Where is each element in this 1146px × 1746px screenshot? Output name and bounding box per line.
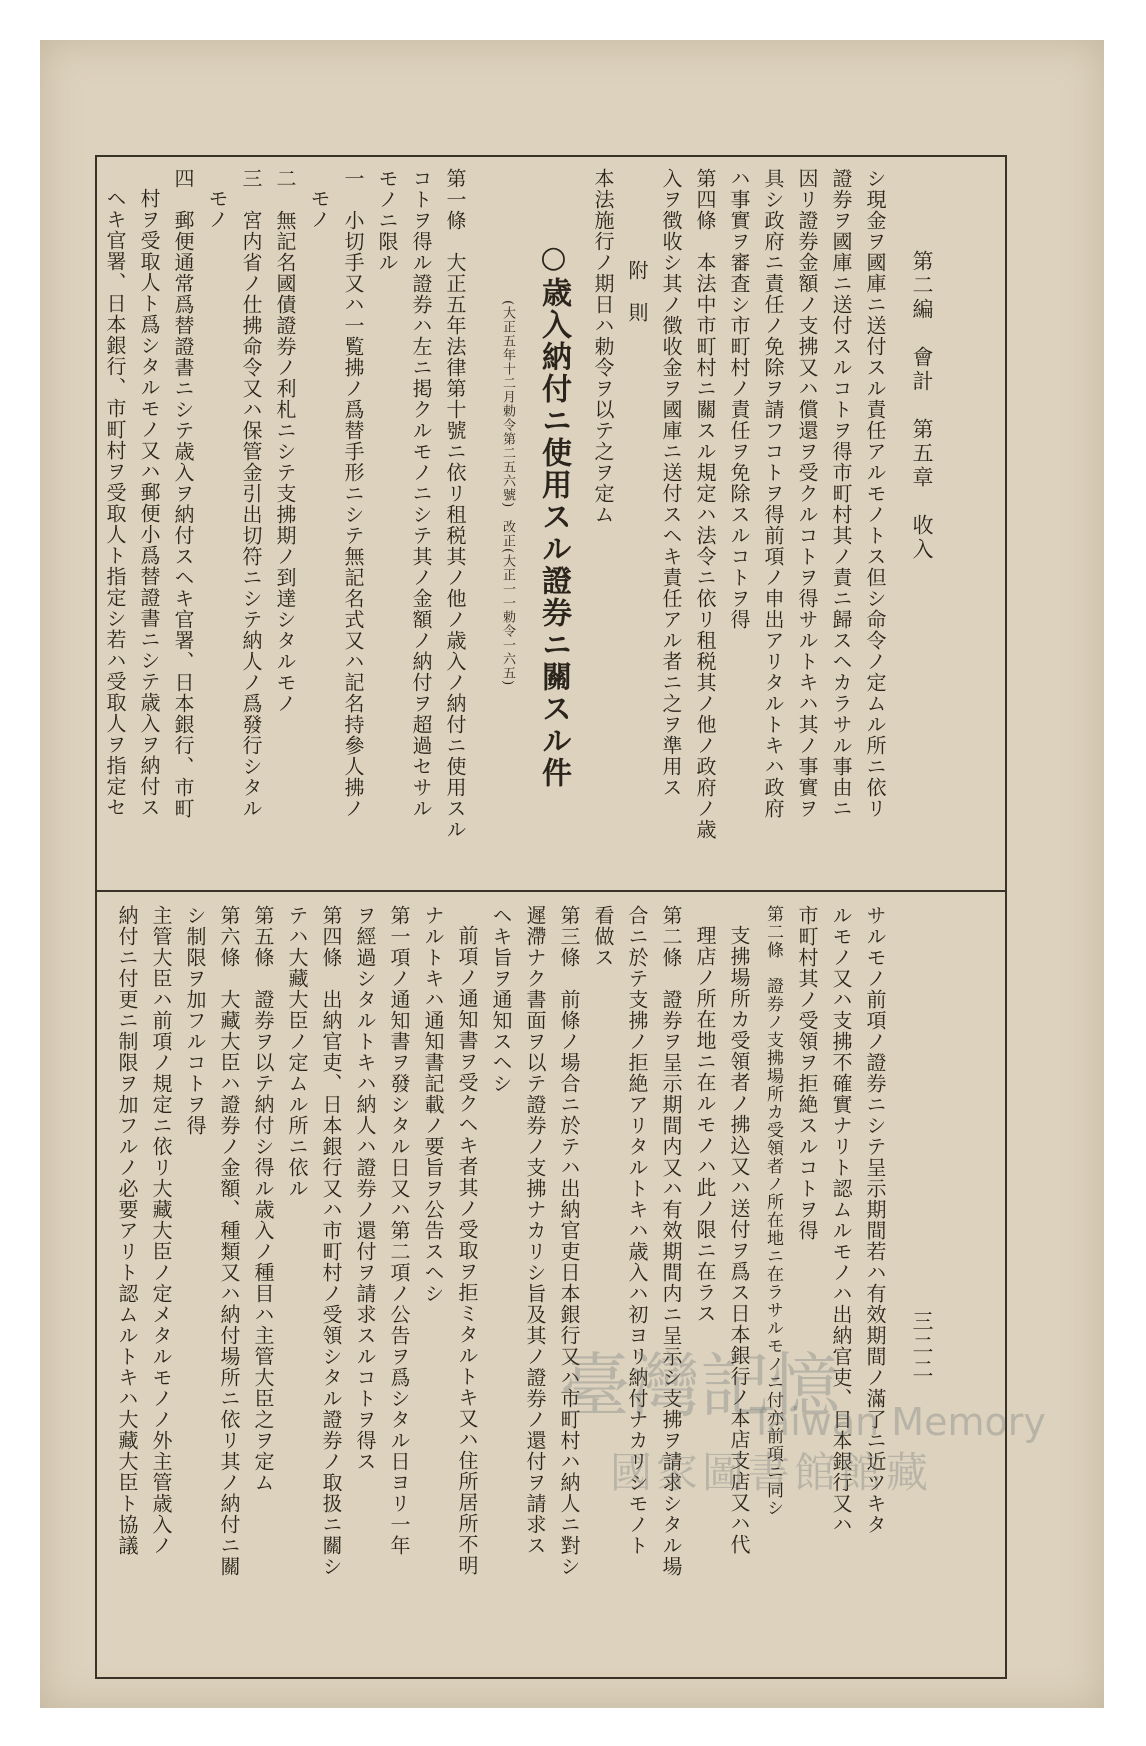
continuation-line: 因リ證券金額ノ支拂又ハ償還ヲ受クルコトヲ得サルトキハ其ノ事實ヲ [795,168,819,819]
ordinance-reference: (大正五年十二月勅令第二五六號) [500,300,515,509]
lower-line: シ制限ヲ加フルコトヲ得 [183,905,207,1136]
lower-line: ナルトキハ通知書記載ノ要旨ヲ公告スヘシ [421,905,445,1304]
lower-line: 前項ノ通知書ヲ受クヘキ者其ノ受取ヲ拒ミタルトキ又ハ住所居所不明 [455,925,479,1576]
lower-line: ルモノ又ハ支拂不確實ナリト認ムルモノハ出納官吏、日本銀行又ハ [829,905,853,1535]
ordinance-article-line: 第一條 大正五年法律第十號ニ依リ租税其ノ他ノ歳入ノ納付ニ使用スル [443,168,467,840]
lower-line: 看做ス [591,905,615,968]
page-number: 三二二 [910,1310,934,1382]
article-4-line: 第四條 本法中市町村ニ關スル規定ハ法令ニ依リ租税其ノ他ノ政府ノ歳 [693,168,717,840]
continuation-line: 證券ヲ國庫ニ送付スルコトヲ得市町村其ノ責ニ歸スヘカラサル事由ニ [829,168,853,819]
lower-line: 第三條 前條ノ場合ニ於テハ出納官吏日本銀行又ハ市町村ハ納人ニ對シ [557,905,581,1577]
ordinance-article-line: 一 小切手又ハ一覧拂ノ爲替手形ニシテ無記名式又ハ記名持參人拂ノ [341,168,365,819]
section-divider [95,890,1005,892]
continuation-line: 具シ政府ニ責任ノ免除ヲ請フコトヲ得前項ノ申出アリタルトキハ政府 [761,168,785,819]
lower-line: テハ大藏大臣ノ定ムル所ニ依ル [285,905,309,1199]
lower-line: 合ニ於テ支拂ノ拒絶アリタルトキハ歳入ハ初ヨリ納付ナカリシモノト [625,905,649,1556]
lower-line: 主管大臣ハ前項ノ規定ニ依リ大藏大臣ノ定メタルモノノ外主管歳入ノ [149,905,173,1556]
ordinance-article-line: 村ヲ受取人ト爲シタルモノ又ハ郵便小爲替證書ニシテ歳入ヲ納付ス [137,188,161,818]
lower-line: 理店ノ所在地ニ在ルモノハ此ノ限ニ在ラス [693,925,717,1324]
lower-line: 納付ニ付更ニ制限ヲ加フルノ必要アリト認ムルトキハ大藏大臣ト協議 [115,905,139,1556]
watermark-characters: 臺灣記憶 [560,1345,840,1427]
lower-line: ヘキ旨ヲ通知スヘシ [489,905,513,1094]
article-4-line: 入ヲ徴收シ其ノ徴收金ヲ國庫ニ送付スヘキ責任アル者ニ之ヲ準用ス [659,168,683,798]
ordinance-article-line: 四 郵便通常爲替證書ニシテ歳入ヲ納付スヘキ官署、日本銀行、市町 [171,168,195,819]
lower-line: 第二條 證券ヲ呈示期間内又ハ有效期間内ニ呈示シ支拂ヲ請求シタル場 [659,905,683,1577]
lower-line: 第一項ノ通知書ヲ發シタル日又ハ第二項ノ公告ヲ爲シタル日ヨリ一年 [387,905,411,1556]
lower-line: 第六條 大藏大臣ハ證券ノ金額、種類又ハ納付場所ニ依リ其ノ納付ニ關 [217,905,241,1577]
supplementary-heading: 附 則 [625,260,649,323]
ordinance-article-line: モノ [205,188,229,230]
watermark-subtitle: 國家圖書館館藏 [610,1448,933,1497]
ordinance-article-line: 二 無記名國債證券ノ利札ニシテ支拂期ノ到達シタルモノ [273,168,297,714]
lower-line: 支拂場所カ受領者ノ拂込又ハ送付ヲ爲ス日本銀行ノ本店支店又ハ代 [727,925,751,1555]
lower-line: 市町村其ノ受領ヲ拒絶スルコトヲ得 [795,905,819,1241]
lower-line: サルモノ前項ノ證券ニシテ呈示期間若ハ有效期間ノ滿了ニ近ツキタ [863,905,887,1535]
running-header: 第二編 會計 第五章 收入 [910,250,934,562]
lower-line: 第五條 證券ヲ以テ納付シ得ル歳入ノ種目ハ主管大臣之ヲ定ム [251,905,275,1493]
lower-line: ヲ經過シタルトキハ納人ハ證券ノ還付ヲ請求スルコトヲ得ス [353,905,377,1472]
continuation-line: ハ事實ヲ審査シ市町村ノ責任ヲ免除スルコトヲ得 [727,168,751,630]
lower-line: 第二條 證券ノ支拂場所カ受領者ノ所在地ニ在ラサルモノニ付亦前項ニ同シ [763,905,783,1517]
ordinance-title: ○歳入納付ニ使用スル證券ニ關スル件 [536,240,571,789]
ordinance-article-line: ヘキ官署、日本銀行、市町村ヲ受取人ト指定シ若ハ受取人ヲ指定セ [103,188,127,818]
supplementary-text: 本法施行ノ期日ハ勅令ヲ以テ之ヲ定ム [591,168,615,525]
ordinance-article-line: コトヲ得ル證券ハ左ニ掲クルモノニシテ其ノ金額ノ納付ヲ超過セサル [409,168,433,819]
ordinance-amendment: 改正(大正一一勅令一六五) [500,520,515,687]
ordinance-article-line: 三 宮内省ノ仕拂命令又ハ保管金引出切符ニシテ納人ノ爲發行シタル [239,168,263,819]
lower-line: 遲滯ナク書面ヲ以テ證券ノ支拂ナカリシ旨及其ノ證券ノ還付ヲ請求ス [523,905,547,1556]
continuation-line: シ現金ヲ國庫ニ送付スル責任アルモノトス但シ命令ノ定ムル所ニ依リ [863,168,887,819]
ordinance-article-line: モノニ限ル [375,168,399,273]
lower-line: 第四條 出納官吏、日本銀行又ハ市町村ノ受領シタル證券ノ取扱ニ關シ [319,905,343,1577]
ordinance-article-line: モノ [307,188,331,230]
watermark-latin: Taiwan Memory [750,1400,1046,1444]
